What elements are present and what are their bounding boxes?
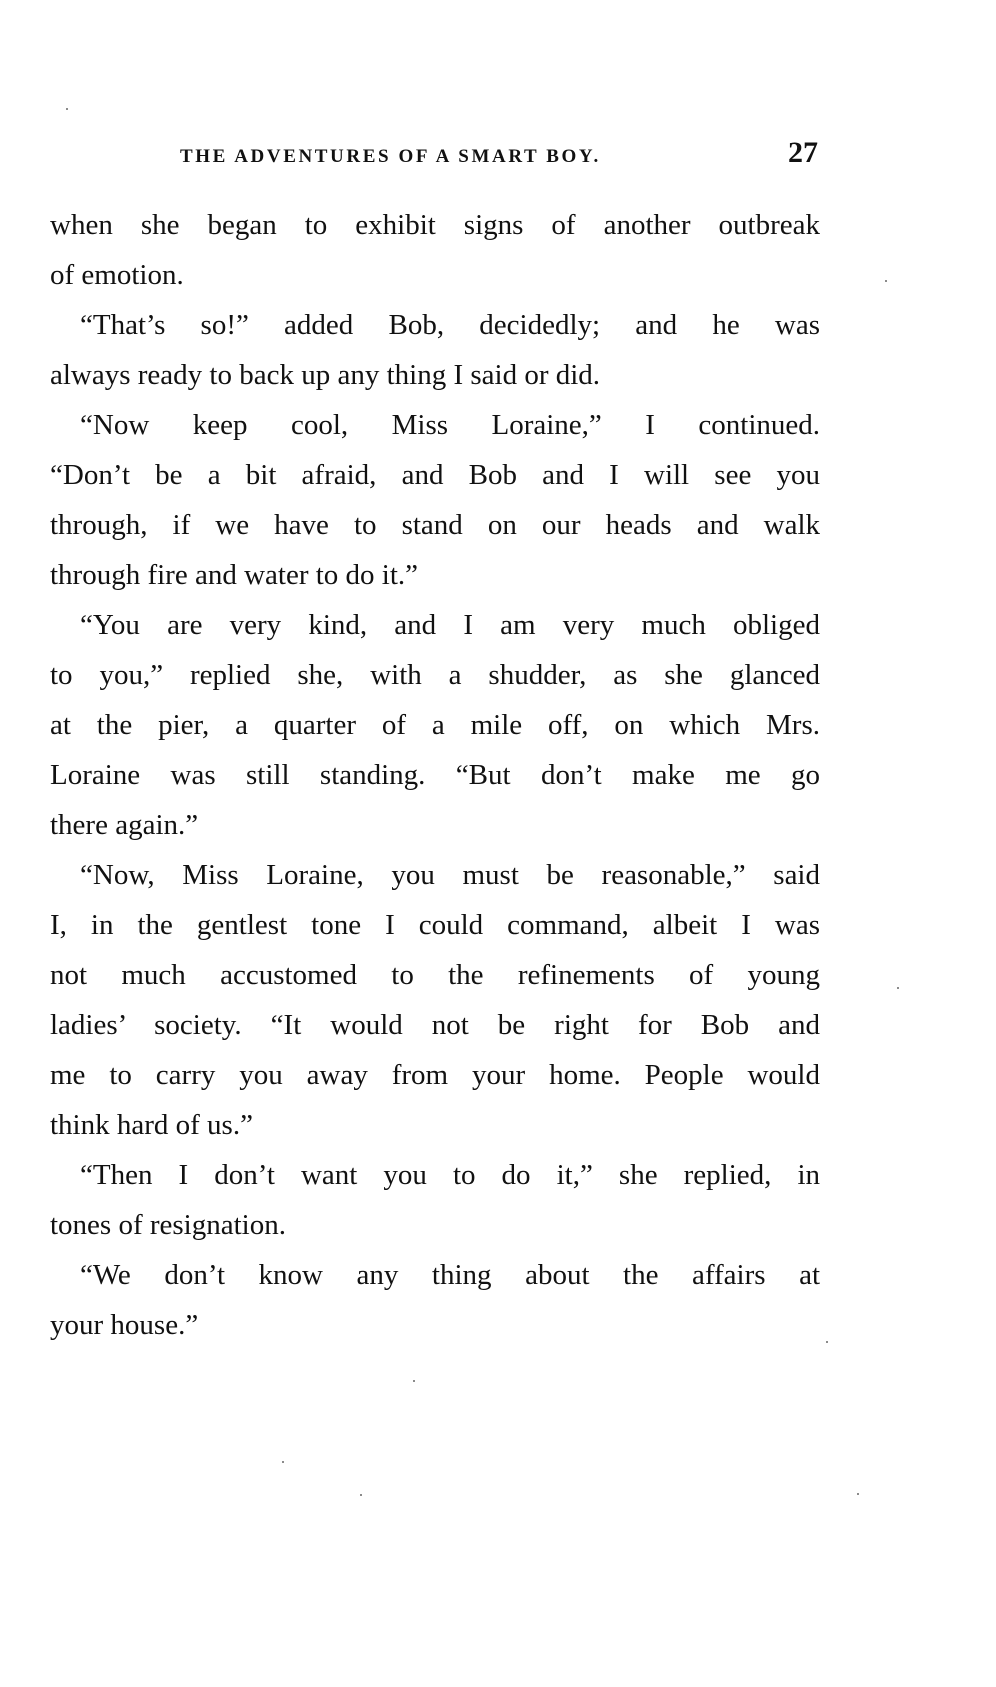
paper-speck — [360, 1494, 362, 1496]
text-line: “We don’t know any thing about the affairs at — [80, 1259, 820, 1291]
text-line: of emotion. — [50, 259, 184, 291]
text-line: always ready to back up any thing I said or did. — [50, 359, 601, 391]
paper-speck — [885, 280, 887, 282]
text-line: through, if we have to stand on our heads and walk — [50, 509, 820, 541]
paper-speck — [897, 987, 899, 989]
paper-speck — [413, 1380, 415, 1382]
text-line: I, in the gentlest tone I could command, albeit I was — [50, 909, 820, 941]
text-line: me to carry you away from your home. People would — [50, 1059, 820, 1091]
text-line: through fire and water to do it.” — [50, 559, 419, 591]
paper-speck — [282, 1461, 284, 1463]
body-text — [50, 200, 820, 1350]
text-line: “Don’t be a bit afraid, and Bob and I will see you — [50, 459, 820, 491]
text-line: “You are very kind, and I am very much obliged — [80, 609, 820, 641]
running-title: THE ADVENTURES OF A SMART BOY. — [180, 146, 601, 167]
page-number: 27 — [788, 136, 818, 169]
running-head — [50, 136, 818, 176]
paper-speck — [66, 108, 68, 110]
text-line: Loraine was still standing. “But don’t make me go — [50, 759, 820, 791]
text-line: not much accustomed to the refinements of young — [50, 959, 820, 991]
text-line: your house.” — [50, 1309, 199, 1341]
text-line: at the pier, a quarter of a mile off, on which Mrs. — [50, 709, 820, 741]
text-line: “Now, Miss Loraine, you must be reasonable,” said — [80, 859, 820, 891]
text-line: tones of resignation. — [50, 1209, 286, 1241]
text-line: there again.” — [50, 809, 199, 841]
paper-speck — [826, 1341, 828, 1343]
text-line: “That’s so!” added Bob, decidedly; and he was — [80, 309, 820, 341]
text-line: think hard of us.” — [50, 1109, 253, 1141]
text-line: ladies’ society. “It would not be right for Bob and — [50, 1009, 820, 1041]
text-line: “Now keep cool, Miss Loraine,” I continued. — [80, 409, 820, 441]
text-line: to you,” replied she, with a shudder, as she glanced — [50, 659, 820, 691]
text-line: “Then I don’t want you to do it,” she replied, in — [80, 1159, 820, 1191]
paper-speck — [857, 1493, 859, 1495]
text-line: when she began to exhibit signs of another outbreak — [50, 209, 820, 241]
